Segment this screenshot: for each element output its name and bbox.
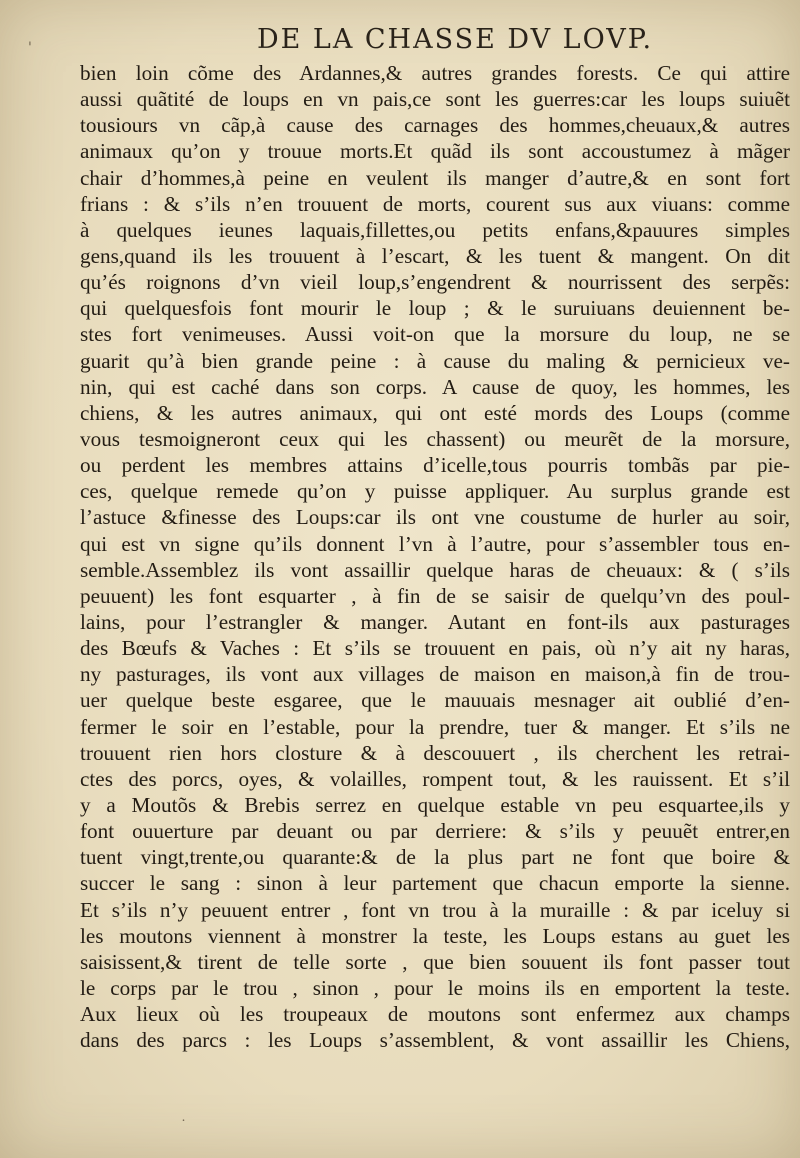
text-line: chiens, & les autres animaux, qui ont esté mords des Loups (comme bbox=[80, 400, 790, 425]
text-line: vous tesmoigneront ceux qui les chassent) ou meurẽt de la morsure, bbox=[80, 426, 790, 451]
text-line: succer le sang : sinon à leur partement que chacun emporte la sienne. bbox=[80, 871, 790, 896]
text-line: y a Moutõs & Brebis serrez en quelque estable vn peu esquartee,ils y bbox=[80, 792, 790, 817]
text-line: qu’és roignons d’vn vieil loup,s’engendrent & nourrissent des serpẽs: bbox=[80, 270, 790, 295]
text-line: aussi quãtité de loups en vn pais,ce sont les guerres:car les loups suiuẽt bbox=[80, 87, 790, 112]
text-line: saisissent,& tirent de telle sorte , que bien souuent ils font passer tout bbox=[80, 949, 790, 974]
text-line: uer quelque beste esgaree, que le mauuais mesnager ait oublié d’en- bbox=[80, 688, 790, 713]
text-line: ou perdent les membres attains d’icelle,tous pourris tombãs par pie- bbox=[80, 453, 790, 478]
ink-speck: ' bbox=[28, 40, 32, 56]
text-line: dans des parcs : les Loups s’assemblent, & vont assaillir les Chiens, bbox=[80, 1028, 790, 1053]
text-line: bien loin cõme des Ardannes,& autres grandes forests. Ce qui attire bbox=[80, 61, 790, 85]
text-line: Aux lieux où les troupeaux de moutons sont enfermez aux champs bbox=[80, 1002, 790, 1027]
text-line: les moutons viennent à monstrer la teste, les Loups estans au guet les bbox=[80, 923, 790, 948]
text-line: ces, quelque remede qu’on y puisse appliquer. Au surplus grande est bbox=[80, 479, 790, 504]
text-line: frians : & s’ils n’en trouuent de morts, courent sus aux viuans: comme bbox=[80, 191, 790, 216]
text-line: des Bœufs & Vaches : Et s’ils se trouuent en pais, où n’y ait ny haras, bbox=[80, 636, 790, 661]
text-line: guarit qu’à bien grande peine : à cause du maling & pernicieux ve- bbox=[80, 348, 790, 373]
text-line: le corps par le trou , sinon , pour le moins ils en emportent la teste. bbox=[80, 975, 790, 1000]
text-line: semble.Assemblez ils vont assaillir quelque haras de cheuaux: & ( s’ils bbox=[80, 557, 790, 582]
text-line: ny pasturages, ils vont aux villages de maison en maison,à fin de trou- bbox=[80, 662, 790, 687]
text-line: à quelques ieunes laquais,fillettes,ou petits enfans,&pauures simples bbox=[80, 217, 790, 242]
text-line: font ouuerture par deuant ou par derriere: & s’ils y peuuẽt entrer,en bbox=[80, 819, 790, 844]
text-line: peuuent) les font esquarter , à fin de se saisir de quelqu’vn des poul- bbox=[80, 583, 790, 608]
text-line: stes fort venimeuses. Aussi voit-on que la morsure du loup, ne se bbox=[80, 322, 790, 347]
text-line: qui quelquesfois font mourir le loup ; & le suruiuans deuiennent be- bbox=[80, 296, 790, 321]
text-line: nin, qui est caché dans son corps. A cause de quoy, les hommes, les bbox=[80, 374, 790, 399]
ink-speck: ˙ bbox=[180, 1118, 187, 1134]
text-line: tuent vingt,trente,ou quarante:& de la plus part ne font que boire & bbox=[80, 845, 790, 870]
text-line: ctes des porcs, oyes, & volailles, rompent tout, & les rauissent. Et s’il bbox=[80, 766, 790, 791]
running-head bbox=[0, 24, 800, 55]
text-line: trouuent rien hors closture & à descouuert , ils cherchent les retrai- bbox=[80, 740, 790, 765]
text-line: Et s’ils n’y peuuent entrer , font vn trou à la muraille : & par iceluy si bbox=[80, 897, 790, 922]
text-line: lains, pour l’estrangler & manger. Autant en font-ils aux pasturages bbox=[80, 609, 790, 634]
text-line: chair d’hommes,à peine en veulent ils manger d’autre,& en sont fort bbox=[80, 165, 790, 190]
body-text bbox=[80, 60, 790, 1053]
text-line: fermer le soir en l’estable, pour la prendre, tuer & manger. Et s’ils ne bbox=[80, 714, 790, 739]
running-head-text: DE LA CHASSE DV LOVP. bbox=[256, 24, 654, 55]
text-line: gens,quand ils les trouuent à l’escart, & les tuent & mangent. On dit bbox=[80, 243, 790, 268]
text-line: tousiours vn cãp,à cause des carnages des hommes,cheuaux,& autres bbox=[80, 113, 790, 138]
text-line: qui est vn signe qu’ils donnent l’vn à l’autre, pour s’assembler tous en- bbox=[80, 531, 790, 556]
text-line: animaux qu’on y trouue morts.Et quãd ils sont accoustumez à mãger bbox=[80, 139, 790, 164]
text-line: l’astuce &finesse des Loups:car ils ont vne coustume de hurler au soir, bbox=[80, 505, 790, 530]
